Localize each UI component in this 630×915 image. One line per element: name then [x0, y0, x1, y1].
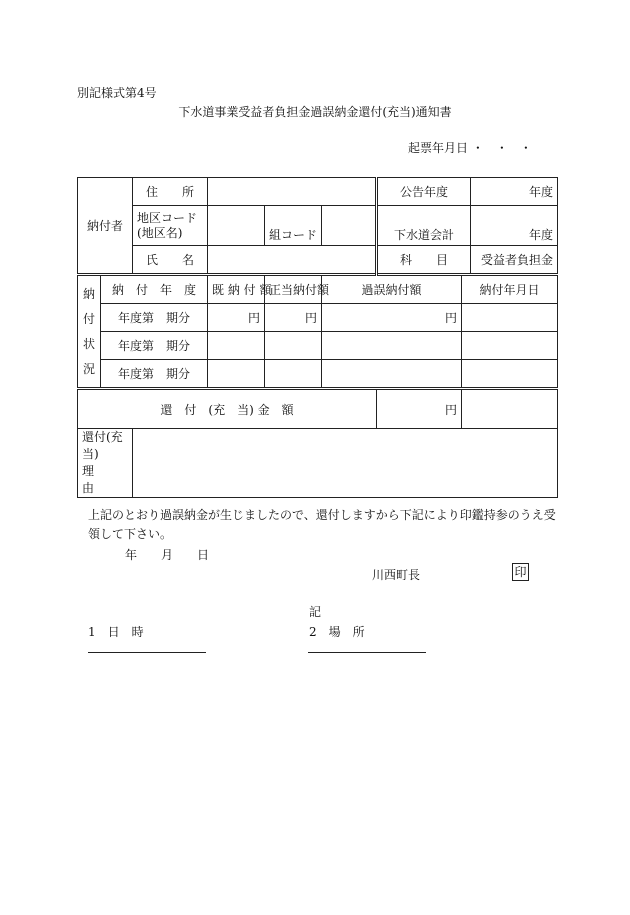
- row1-date[interactable]: [462, 304, 558, 332]
- payment-status-section-label: [78, 275, 101, 389]
- reason-value[interactable]: [133, 429, 558, 498]
- district-code-label-line2: (地区名): [137, 225, 183, 240]
- refund-amount-extra: [462, 389, 558, 429]
- district-code-label-line1: 地区コード: [137, 210, 198, 225]
- district-code-value[interactable]: [208, 206, 265, 246]
- row2-correct[interactable]: [265, 332, 322, 360]
- notice-year-value[interactable]: 年度: [471, 178, 558, 206]
- row2-period: 年度第 期分: [101, 332, 208, 360]
- issue-date-label: 起票年月日: [408, 141, 469, 155]
- reason-label-line2: 理 由: [82, 464, 131, 495]
- document-title: 下水道事業受益者負担金過誤納金還付(充当)通知書: [178, 105, 452, 119]
- group-code-value[interactable]: [322, 206, 377, 246]
- refund-amount-label: 還 付 (充 当) 金 額: [78, 389, 377, 429]
- name-value[interactable]: [208, 246, 377, 275]
- seal-box: 印: [512, 563, 529, 581]
- detail-item-place: 2 場 所: [309, 625, 365, 639]
- group-code-label: 組コード: [265, 206, 322, 246]
- payment-status-char-4: 況: [82, 361, 95, 376]
- row2-excess[interactable]: [322, 332, 462, 360]
- payment-status-char-1: 納: [82, 286, 95, 301]
- reason-label: [78, 429, 133, 498]
- notice-year-label: 公告年度: [377, 178, 471, 206]
- row2-date[interactable]: [462, 332, 558, 360]
- reason-label-line1: 還付(充当): [82, 430, 123, 461]
- address-label: 住 所: [133, 178, 208, 206]
- row1-correct[interactable]: 円: [265, 304, 322, 332]
- district-code-label: [133, 206, 208, 246]
- subject-value[interactable]: 受益者負担金: [471, 246, 558, 275]
- form-number: 別記様式第4号: [77, 86, 157, 100]
- notice-form-table: [77, 177, 558, 498]
- column-header-already-paid: 既 納 付 額: [208, 275, 265, 304]
- place-underline[interactable]: [308, 652, 426, 653]
- account-value[interactable]: 年度: [471, 206, 558, 246]
- datetime-underline[interactable]: [88, 652, 206, 653]
- issuer-name: 川西町長: [372, 568, 421, 582]
- row2-paid[interactable]: [208, 332, 265, 360]
- details-heading: 記: [309, 605, 322, 619]
- address-value[interactable]: [208, 178, 377, 206]
- notice-text: 上記のとおり過誤納金が生じましたので、還付しますから下記により印鑑持参のうえ受領して下さい。: [88, 508, 556, 541]
- row3-date[interactable]: [462, 360, 558, 389]
- issue-date-dots: ・ ・ ・: [471, 141, 532, 155]
- refund-amount-value[interactable]: 円: [377, 389, 462, 429]
- row3-paid[interactable]: [208, 360, 265, 389]
- payer-section-label: 納付者: [78, 178, 133, 275]
- column-header-excess-amount: 過誤納付額: [322, 275, 462, 304]
- row1-excess[interactable]: 円: [322, 304, 462, 332]
- column-header-payment-date: 納付年月日: [462, 275, 558, 304]
- payment-status-char-2: 付: [82, 311, 95, 326]
- row3-correct[interactable]: [265, 360, 322, 389]
- column-header-payment-year: 納 付 年 度: [101, 275, 208, 304]
- column-header-correct-amount: 正当納付額: [265, 275, 322, 304]
- account-label: 下水道会計: [377, 206, 471, 246]
- row3-period: 年度第 期分: [101, 360, 208, 389]
- notice-date: 年 月 日: [125, 548, 210, 562]
- name-label: 氏 名: [133, 246, 208, 275]
- row1-period: 年度第 期分: [101, 304, 208, 332]
- row1-paid[interactable]: 円: [208, 304, 265, 332]
- subject-label: 科 目: [377, 246, 471, 275]
- detail-item-datetime: 1 日 時: [88, 625, 144, 639]
- payment-status-char-3: 状: [82, 336, 95, 351]
- row3-excess[interactable]: [322, 360, 462, 389]
- issue-date: [408, 139, 532, 156]
